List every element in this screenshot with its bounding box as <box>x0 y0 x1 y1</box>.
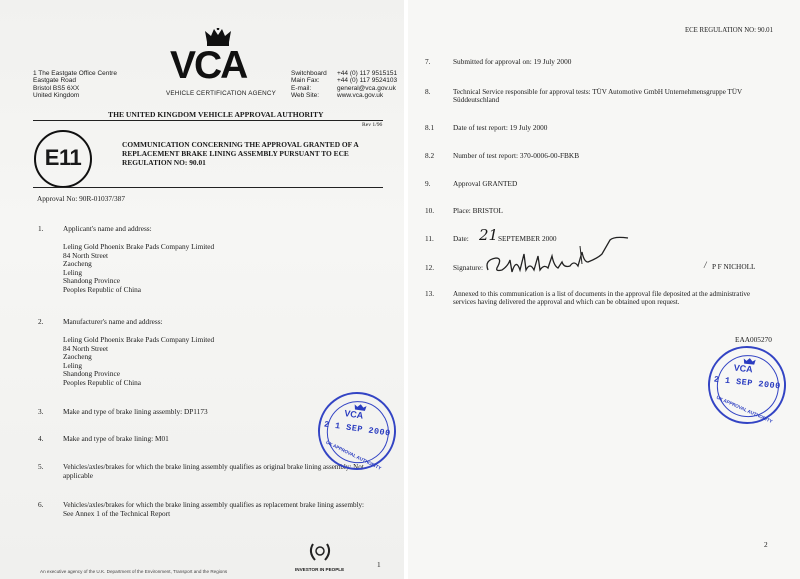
item-label: Vehicles/axles/brakes for which the brake lining assembly qualifies as original brake lining assembly: Not <box>63 463 364 471</box>
logo-text: VCA <box>170 44 247 87</box>
handwritten-day: 21 <box>479 226 499 244</box>
address-line: 84 North Street <box>63 343 108 353</box>
manufacturer-address <box>63 336 214 388</box>
address-line: Shandong Province <box>63 369 120 379</box>
item-number: 7. <box>425 57 431 66</box>
address-line: Zaocheng <box>63 259 92 269</box>
title-line: COMMUNICATION CONCERNING THE APPROVAL GRANTED OF A <box>122 140 359 149</box>
address-line: 84 North Street <box>63 250 108 260</box>
item-number: 5. <box>38 462 44 471</box>
contact-value: +44 (0) 117 9524103 <box>337 77 398 85</box>
contact-value: +44 (0) 117 9515151 <box>337 70 398 77</box>
e-mark: E11 <box>44 145 82 170</box>
regulation-header: ECE REGULATION NO: 90.01 <box>685 27 773 34</box>
date-month-year: SEPTEMBER 2000 <box>498 234 557 243</box>
item-line: See Annex 1 of the Technical Report <box>63 509 171 518</box>
address-line: Leling <box>63 360 83 370</box>
reference-code: EAA005270 <box>735 335 772 344</box>
item-text: Submitted for approval on: 19 July 2000 <box>453 57 572 66</box>
laurel-icon <box>305 540 335 564</box>
signature-image <box>482 232 632 280</box>
address-line: Peoples Republic of China <box>63 377 142 387</box>
contact-label: Switchboard <box>291 70 327 77</box>
item-text: Date: <box>453 234 469 243</box>
approval-stamp <box>704 342 790 428</box>
contact-values <box>337 70 397 100</box>
investor-in-people-text: INVESTOR IN PEOPLE <box>295 567 345 572</box>
agency-name: VEHICLE CERTIFICATION AGENCY <box>166 90 276 97</box>
title-line: REGULATION NO: 90.01 <box>122 158 206 167</box>
item-line: applicable <box>63 471 93 480</box>
item-number: 12. <box>425 263 435 272</box>
address-line: United Kingdom <box>33 92 80 100</box>
address-line: Peoples Republic of China <box>63 284 142 294</box>
authority-title: THE UNITED KINGDOM VEHICLE APPROVAL AUTHORITY <box>108 110 324 119</box>
item-text: Date of test report: 19 July 2000 <box>453 123 548 132</box>
stamp-logo: VCA <box>733 362 754 375</box>
stamp-date: 2 1 SEP 2000 <box>713 374 782 392</box>
approval-stamp <box>313 387 401 475</box>
stamp-date: 2 1 SEP 2000 <box>323 419 392 439</box>
address-line: Eastgate Road <box>33 77 77 85</box>
item-number: 10. <box>425 206 435 215</box>
divider <box>33 187 383 188</box>
item-number: 13. <box>425 289 435 298</box>
signer-name: P F NICHOLL <box>712 262 756 271</box>
divider <box>33 120 383 121</box>
approval-number: Approval No: 90R-01037/387 <box>37 194 125 203</box>
title-line: REPLACEMENT BRAKE LINING ASSEMBLY PURSUANT TO ECE <box>122 149 349 158</box>
contact-value: www.vca.gov.uk <box>337 92 384 100</box>
address-line: Shandong Province <box>63 276 120 286</box>
applicant-address <box>63 243 214 295</box>
address-line: Zaocheng <box>63 352 92 362</box>
item-label: Make and type of brake lining assembly: DP1173 <box>63 407 208 416</box>
address-line: Bristol BS5 6XX <box>33 84 80 92</box>
e-mark-circle <box>34 130 92 188</box>
document-page-2 <box>408 0 800 579</box>
communication-title <box>122 140 359 167</box>
address-line: Leling Gold Phoenix Brake Pads Company Limited <box>63 335 215 344</box>
item-number: 8.2 <box>425 151 435 160</box>
item-text: Annexed to this communication is a list of documents in the approval file deposited at the administrative <box>453 290 751 298</box>
item-text-cont: services having delivered the approval and which can be obtained upon request. <box>453 298 680 306</box>
item-number: 8.1 <box>425 123 435 132</box>
item-text: Technical Service responsible for approval tests: TÜV Automotive GmbH Unternehmensgruppe TÜV <box>453 88 743 96</box>
item-text: Place: BRISTOL <box>453 206 503 215</box>
signature-slash: / <box>704 260 707 270</box>
contact-labels <box>291 70 327 100</box>
item-text: Signature: <box>453 263 483 272</box>
stamp-arc-text: UK APPROVAL AUTHORITY <box>715 394 774 425</box>
footer-note: An executive agency of the U.K. Department of the Environment, Transport and the Regions <box>40 569 228 574</box>
item-number: 3. <box>38 407 44 416</box>
item-text: Approval GRANTED <box>453 179 518 188</box>
item-label: Vehicles/axles/brakes for which the brake lining assembly qualifies as replacement brake lining assembly: <box>63 501 364 509</box>
item-text-cont: Süddeutschland <box>453 95 500 104</box>
vca-logo <box>166 28 276 98</box>
stamp-logo: VCA <box>343 408 364 421</box>
item-number: 6. <box>38 500 44 509</box>
contact-value: general@vca.gov.uk <box>337 84 396 92</box>
stamp-arc-text: UK APPROVAL AUTHORITY <box>325 439 382 471</box>
agency-address <box>33 70 117 100</box>
item-number: 2. <box>38 317 44 326</box>
page-number: 1 <box>377 560 381 569</box>
item-number: 11. <box>425 234 434 243</box>
contact-label: E-mail: <box>291 84 312 92</box>
contact-label: Web Site: <box>291 92 320 100</box>
item-number: 9. <box>425 179 431 188</box>
page-number: 2 <box>764 540 768 549</box>
item-number: 1. <box>38 224 44 233</box>
revision: Rev 1/96 <box>362 122 383 128</box>
contact-label: Main Fax: <box>291 77 320 85</box>
address-line: 1 The Eastgate Office Centre <box>33 70 117 77</box>
item-text: Number of test report: 370-0006-00-FBKB <box>453 151 580 160</box>
address-line: Leling Gold Phoenix Brake Pads Company Limited <box>63 242 215 251</box>
item-label: Applicant's name and address: <box>63 224 152 233</box>
item-number: 4. <box>38 434 44 443</box>
item-label: Manufacturer's name and address: <box>63 317 163 326</box>
address-line: Leling <box>63 267 83 277</box>
item-number: 8. <box>425 87 431 96</box>
investor-in-people-logo <box>305 540 335 564</box>
item-label: Make and type of brake lining: M01 <box>63 434 169 443</box>
